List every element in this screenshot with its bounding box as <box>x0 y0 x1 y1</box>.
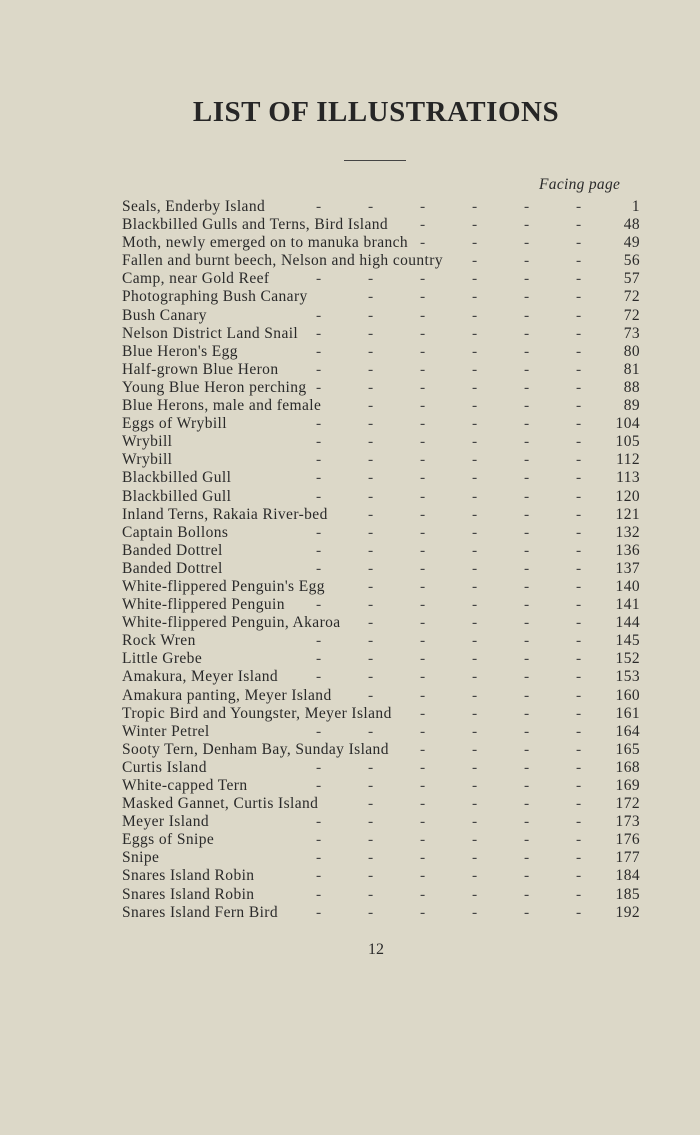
facing-page-number: 172 <box>615 795 640 813</box>
facing-page-number: 49 <box>623 234 640 252</box>
list-item: Snares Island Fern Bird - - - - - - 192 <box>122 903 640 921</box>
illustration-caption: Banded Dottrel <box>122 559 223 577</box>
facing-page-number: 153 <box>615 668 640 686</box>
illustration-caption: Eggs of Wrybill <box>122 415 227 433</box>
illustration-caption: Snares Island Fern Bird <box>122 903 278 921</box>
list-item: Sooty Tern, Denham Bay, Sunday Island - - - - 165 <box>122 740 640 758</box>
illustration-caption: Eggs of Snipe <box>122 831 215 849</box>
illustration-caption: White-flippered Penguin's Egg <box>122 577 325 595</box>
illustration-caption: Blackbilled Gulls and Terns, Bird Island <box>122 216 389 234</box>
illustration-caption: Seals, Enderby Island <box>122 198 266 215</box>
facing-page-heading: Facing page <box>539 176 621 193</box>
illustration-caption: Sooty Tern, Denham Bay, Sunday Island <box>122 740 389 758</box>
illustration-caption: Young Blue Heron perching <box>122 378 307 396</box>
facing-page-number: 169 <box>615 777 640 794</box>
facing-page-number: 120 <box>615 487 640 505</box>
illustration-caption: White-flippered Penguin, Akaroa <box>122 614 341 632</box>
illustration-caption: Amakura, Meyer Island <box>122 668 279 686</box>
facing-page-number: 165 <box>615 740 640 758</box>
list-item: Half-grown Blue Heron - - - - - - 81 <box>122 360 640 378</box>
list-item: Blackbilled Gull - - - - - - 120 <box>122 487 640 505</box>
illustration-caption: Bush Canary <box>122 306 207 324</box>
facing-page-number: 132 <box>615 523 640 541</box>
page-number: 12 <box>368 941 384 958</box>
facing-page-number: 48 <box>623 216 640 234</box>
list-item: Eggs of Wrybill - - - - - - 104 <box>122 415 640 433</box>
illustration-caption: Amakura panting, Meyer Island <box>122 686 332 704</box>
illustration-caption: Banded Dottrel <box>122 541 223 559</box>
list-item: Banded Dottrel - - - - - - 136 <box>122 541 640 559</box>
list-item: Captain Bollons - - - - - - 132 <box>122 523 640 541</box>
illustrations-list <box>122 198 640 922</box>
list-item: White-flippered Penguin - - - - - - 141 <box>122 596 640 614</box>
illustration-caption: Photographing Bush Canary <box>122 288 308 306</box>
list-item: White-flippered Penguin, Akaroa - - - - - 144 <box>122 614 640 632</box>
title-rule <box>344 160 406 161</box>
illustration-caption: Blue Heron's Egg <box>122 342 238 360</box>
list-item: Young Blue Heron perching - - - - - - 88 <box>122 378 640 396</box>
list-item: Eggs of Snipe - - - - - - 176 <box>122 831 640 849</box>
illustration-caption: Little Grebe <box>122 650 203 668</box>
list-item: Fallen and burnt beech, Nelson and high country - - - 56 <box>122 252 640 270</box>
facing-page-number: 104 <box>615 415 640 433</box>
list-item: Amakura, Meyer Island - - - - - - 153 <box>122 668 640 686</box>
list-item: Rock Wren - - - - - - 145 <box>122 632 640 650</box>
illustration-caption: Meyer Island <box>122 813 210 831</box>
list-item: Seals, Enderby Island - - - - - - 1 <box>122 198 640 215</box>
facing-page-number: 184 <box>615 867 640 885</box>
list-item: Amakura panting, Meyer Island - - - - - 160 <box>122 686 640 704</box>
facing-page-number: 168 <box>615 758 640 776</box>
facing-page-number: 185 <box>615 885 640 903</box>
illustration-caption: Blackbilled Gull <box>122 469 232 487</box>
facing-page-number: 112 <box>616 451 640 469</box>
list-item: Photographing Bush Canary - - - - - 72 <box>122 288 640 306</box>
facing-page-number: 72 <box>623 306 640 324</box>
illustration-caption: Camp, near Gold Reef <box>122 270 270 288</box>
list-item: Banded Dottrel - - - - - - 137 <box>122 559 640 577</box>
illustration-caption: Nelson District Land Snail <box>122 324 299 342</box>
facing-page-number: 152 <box>615 650 640 668</box>
facing-page-number: 1 <box>631 198 640 215</box>
illustration-caption: Masked Gannet, Curtis Island <box>122 795 319 813</box>
illustration-caption: Half-grown Blue Heron <box>122 360 279 378</box>
list-item: White-capped Tern - - - - - - 169 <box>122 777 640 794</box>
illustration-caption: Snares Island Robin <box>122 867 255 885</box>
list-item: Winter Petrel - - - - - - 164 <box>122 722 640 740</box>
illustration-caption: Snares Island Robin <box>122 885 255 903</box>
list-item: Blackbilled Gulls and Terns, Bird Island - - - - 48 <box>122 216 640 234</box>
illustration-caption: Curtis Island <box>122 758 207 776</box>
facing-page-number: 121 <box>615 505 640 523</box>
facing-page-number: 192 <box>615 903 640 921</box>
illustration-caption: Snipe <box>122 849 160 867</box>
facing-page-number: 144 <box>615 614 640 632</box>
list-item: Wrybill - - - - - - 112 <box>122 451 640 469</box>
facing-page-number: 160 <box>615 686 640 704</box>
list-item: Blue Heron's Egg - - - - - - 80 <box>122 342 640 360</box>
list-item: Little Grebe - - - - - - 152 <box>122 650 640 668</box>
facing-page-number: 141 <box>615 596 640 614</box>
facing-page-number: 57 <box>623 270 640 288</box>
facing-page-number: 164 <box>615 722 640 740</box>
facing-page-number: 72 <box>623 288 640 306</box>
list-item: Snipe - - - - - - 177 <box>122 849 640 867</box>
list-item: Snares Island Robin - - - - - - 184 <box>122 867 640 885</box>
list-item: Camp, near Gold Reef - - - - - - 57 <box>122 270 640 288</box>
facing-page-number: 56 <box>623 252 640 270</box>
list-item: Nelson District Land Snail - - - - - - 73 <box>122 324 640 342</box>
list-item: Blackbilled Gull - - - - - - 113 <box>122 469 640 487</box>
illustration-caption: Wrybill <box>122 451 173 469</box>
facing-page-number: 80 <box>623 342 640 360</box>
list-item: White-flippered Penguin's Egg - - - - - 140 <box>122 577 640 595</box>
facing-page-number: 145 <box>615 632 640 650</box>
facing-page-number: 136 <box>615 541 640 559</box>
list-item: Moth, newly emerged on to manuka branch - - - - 49 <box>122 234 640 252</box>
list-item: Wrybill - - - - - - 105 <box>122 433 640 451</box>
facing-page-number: 176 <box>615 831 640 849</box>
list-item: Inland Terns, Rakaia River-bed - - - - - 121 <box>122 505 640 523</box>
facing-page-number: 105 <box>615 433 640 451</box>
illustration-caption: Captain Bollons <box>122 523 229 541</box>
illustration-caption: White-flippered Penguin <box>122 596 285 614</box>
facing-page-number: 81 <box>623 360 640 378</box>
illustration-caption: Winter Petrel <box>122 722 210 740</box>
facing-page-number: 137 <box>615 559 640 577</box>
facing-page-number: 113 <box>616 469 640 487</box>
list-item: Meyer Island - - - - - - 173 <box>122 813 640 831</box>
list-item: Blue Herons, male and female - - - - - 89 <box>122 397 640 415</box>
facing-page-number: 173 <box>615 813 640 831</box>
facing-page-number: 88 <box>623 378 640 396</box>
illustration-caption: White-capped Tern <box>122 777 248 794</box>
illustration-caption: Tropic Bird and Youngster, Meyer Island <box>122 704 392 722</box>
facing-page-number: 177 <box>615 849 640 867</box>
facing-page-number: 89 <box>623 397 640 415</box>
illustration-caption: Inland Terns, Rakaia River-bed <box>122 505 328 523</box>
illustration-caption: Blackbilled Gull <box>122 487 232 505</box>
facing-page-number: 161 <box>615 704 640 722</box>
illustration-caption: Wrybill <box>122 433 173 451</box>
list-item: Curtis Island - - - - - - 168 <box>122 758 640 776</box>
list-item: Bush Canary - - - - - - 72 <box>122 306 640 324</box>
illustration-caption: Moth, newly emerged on to manuka branch <box>122 234 409 252</box>
illustration-caption: Rock Wren <box>122 632 196 650</box>
list-item: Tropic Bird and Youngster, Meyer Island - - - - 161 <box>122 704 640 722</box>
facing-page-number: 73 <box>623 324 640 342</box>
facing-page-number: 140 <box>615 577 640 595</box>
list-item: Snares Island Robin - - - - - - 185 <box>122 885 640 903</box>
list-item: Masked Gannet, Curtis Island - - - - - 172 <box>122 795 640 813</box>
illustration-caption: Blue Herons, male and female <box>122 397 322 415</box>
illustration-caption: Fallen and burnt beech, Nelson and high country <box>122 252 443 270</box>
page-title: LIST OF ILLUSTRATIONS <box>192 96 560 128</box>
